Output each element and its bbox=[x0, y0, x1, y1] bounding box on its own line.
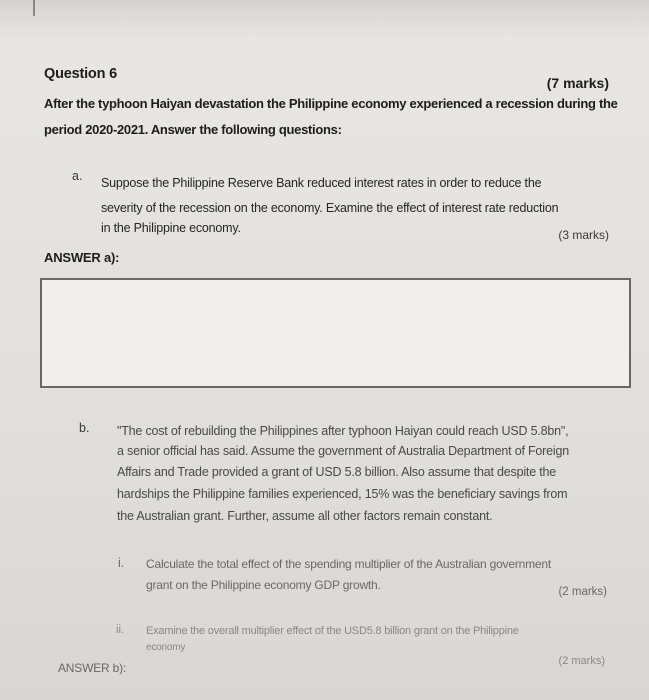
question-title: Question 6 bbox=[44, 66, 117, 82]
part-a-line-3: in the Philippine economy. bbox=[101, 221, 241, 235]
question-intro-line-2: period 2020-2021. Answer the following questions: bbox=[44, 122, 342, 137]
part-b-line-4: hardships the Philippine families experienced, 15% was the beneficiary savings from bbox=[117, 487, 568, 501]
part-b-i-line-2: grant on the Philippine economy GDP growth. bbox=[146, 578, 381, 592]
answer-a-label: ANSWER a): bbox=[44, 250, 120, 265]
part-b-i-marks: (2 marks) bbox=[558, 586, 607, 598]
answer-a-box[interactable] bbox=[40, 278, 631, 388]
part-b-ii-line-1: Examine the overall multiplier effect of the USD5.8 billion grant on the Philippine bbox=[146, 625, 519, 637]
part-b-line-3: Affairs and Trade provided a grant of USD 5.8 billion. Also assume that despite the bbox=[117, 465, 556, 479]
part-b-line-2: a senior official has said. Assume the government of Australia Department of Foreign bbox=[117, 444, 569, 458]
part-b-ii-numeral: ii. bbox=[116, 624, 125, 636]
part-b-ii-line-2: economy bbox=[146, 642, 186, 653]
paper-top-shadow bbox=[0, 0, 649, 40]
part-b-line-1: "The cost of rebuilding the Philippines after typhoon Haiyan could reach USD 5.8bn", bbox=[117, 424, 569, 438]
question-marks: (7 marks) bbox=[546, 75, 609, 91]
part-a-letter: a. bbox=[72, 169, 83, 183]
part-b-ii-marks: (2 marks) bbox=[558, 655, 605, 667]
part-b-line-5: the Australian grant. Further, assume all other factors remain constant. bbox=[117, 509, 493, 523]
part-b-letter: b. bbox=[79, 421, 90, 435]
part-a-line-2: severity of the recession on the economy. Examine the effect of interest rate reduction bbox=[101, 201, 559, 215]
part-b-i-line-1: Calculate the total effect of the spending multiplier of the Australian government bbox=[146, 557, 551, 571]
part-a-line-1: Suppose the Philippine Reserve Bank reduced interest rates in order to reduce the bbox=[101, 176, 542, 190]
part-b-i-numeral: i. bbox=[118, 556, 125, 570]
answer-b-label: ANSWER b): bbox=[58, 661, 127, 675]
question-intro-line-1: After the typhoon Haiyan devastation the Philippine economy experienced a recession during the bbox=[44, 96, 618, 111]
part-a-marks: (3 marks) bbox=[558, 228, 609, 242]
table-border-edge bbox=[33, 0, 35, 16]
